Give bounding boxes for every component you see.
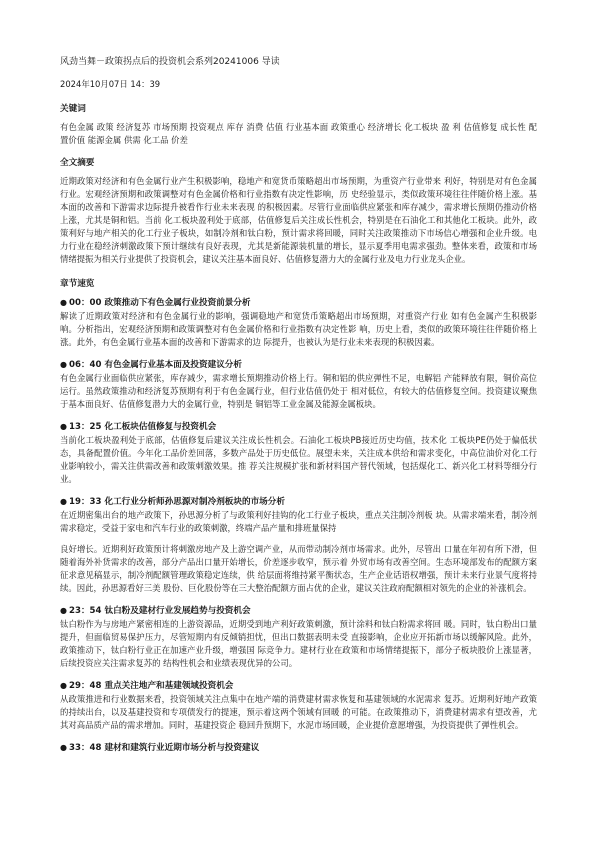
bullet-icon: ● xyxy=(60,422,67,431)
chapter-title xyxy=(60,495,537,509)
bullet-icon: ● xyxy=(60,497,67,506)
chapter-item xyxy=(60,296,537,349)
bullet-icon: ● xyxy=(60,360,67,369)
chapter-title-text: 29：48 重点关注地产和基建领域投资机会 xyxy=(68,681,234,691)
chapter-title-text: 19：33 化工行业分析师孙思源对制冷剂板块的市场分析 xyxy=(68,497,285,507)
document-title: 风劲当舞－政策拐点后的投资机会系列20241006 导读 xyxy=(60,57,280,67)
keywords-heading: 关键词 xyxy=(60,104,86,114)
chapter-title-text: 33：48 建材和建筑行业近期市场分析与投资建议 xyxy=(68,743,260,753)
chapter-item xyxy=(60,604,537,670)
chapter-title-text: 06：40 有色金属行业基本面及投资建议分析 xyxy=(68,360,242,370)
bullet-icon: ● xyxy=(60,681,67,690)
chapter-item xyxy=(60,679,537,732)
chapter-title xyxy=(60,296,537,310)
chapter-item xyxy=(60,741,537,755)
chapter-title xyxy=(60,604,537,618)
bullet-icon: ● xyxy=(60,743,67,752)
chapter-body-continued: 良好增长。近期利好政策预计将刺激房地产及上游空调产业，从而带动制冷剂市场需求。此外，尽管出 口量在年初有所下滑，但随着海外补货需求的改善，部分产品出口量开始增长，价差逐步收窄，预示着 外贸市场有改善空间。生态环境部发布的配额方案征求意见稿显示，制冷剂配额管理政策稳定连续，供 给层面将维持紧平衡状态，生产企业话语权增强，预计未来行业景气度将持续。因此，孙思源看好三美 股份、巨化股份等在三大整治配额方面占优的企业，建议关注政府配额相对领先的企业的补涨机会。 xyxy=(60,544,537,593)
bullet-icon: ● xyxy=(60,298,67,307)
chapter-item xyxy=(60,358,537,411)
chapter-body: 有色金属行业面临供应紧张，库存减少，需求增长预期推动价格上行。铜和铝的供应弹性不足，电解铝 产能释放有限，铜价高位运行。虽然政策推动和经济复苏预期有利于有色金属行业，但行业估值仍处于 相对低位，有较大的估值修复空间。投资建议聚焦于基本面良好、估值修复潜力大的金属行业，特别是 铜铝等工业金属及能源金属板块。 xyxy=(60,373,537,409)
chapter-body: 在近期密集出台的地产政策下，孙思源分析了与政策利好挂钩的化工行业子板块，重点关注制冷剂板 块。从需求端来看，制冷剂需求稳定，受益于家电和汽车行业的政策刺激，终端产品产量和排班量保持 xyxy=(60,510,537,533)
bullet-icon: ● xyxy=(60,606,67,615)
summary-heading: 全文摘要 xyxy=(60,158,95,168)
chapter-title xyxy=(60,741,537,755)
chapter-title xyxy=(60,358,537,372)
chapter-title-text: 23：54 钛白粉及建材行业发展趋势与投资机会 xyxy=(68,606,251,616)
chapter-title xyxy=(60,420,537,434)
chapters-heading: 章节速览 xyxy=(60,279,95,289)
chapter-title xyxy=(60,679,537,693)
chapter-title-text: 13：25 化工板块估值修复与投资机会 xyxy=(68,422,217,432)
chapter-body: 当前化工板块盈利处于底部，估值修复后建议关注成长性机会。石油化工板块PB接近历史均值，技术化 工板块PE仍处于偏低状态，具备配置价值。今年化工品价差回落，多数产品处于历史低位。展望未来，关注成本供给和需求变化，中高位油价对化工行业影响较小，需关注供需改善和政策刺激效果。推 荐关注规模扩张和新材料国产替代领域，包括煤化工、新兴化工材料等细分行业。 xyxy=(60,435,537,484)
chapter-item xyxy=(60,420,537,486)
publish-datetime: 2024年10月07日 14：39 xyxy=(60,79,161,89)
chapter-body: 解读了近期政策对经济和有色金属行业的影响，强调稳地产和宽货币策略超出市场预期，对重资产行业 如有色金属产生积极影响。分析指出，宏观经济预期和政策调整对有色金属价格和行业指数有决定性影 响，历史上看，类似的政策环境往往伴随价格上涨。此外，有色金属行业基本面的改善和下游需求的边 际提升，也被认为是行业未来表现的积极因素。 xyxy=(60,311,537,347)
keywords-text: 有色金属 政策 经济复苏 市场预期 投资观点 库存 消费 估值 行业基本面 政策重心 经济增长 化工板块 盈 利 估值修复 成长性 配置价值 能源金属 供需 化工品 价差 xyxy=(60,122,537,145)
chapter-body: 从政策推进和行业数据来看，投资领域关注点集中在地产端的消费建材需求恢复和基建领域的水泥需求 复苏。近期利好地产政策的持续出台，以及基建投资和专项债发行的提速，预示着这两个领域有回暖 的可能。在政策推动下，消费建材需求有望改善，尤其对高品质产品的需求增加。同时，基建投资企 稳回升预期下，水泥市场回暖，企业提价意愿增强，为投资提供了弹性机会。 xyxy=(60,694,537,730)
chapter-body: 钛白粉作为与房地产紧密相连的上游资源品，近期受到地产利好政策刺激，预计涂料和钛白粉需求将回 暖。同时，钛白粉出口量提升，但面临贸易保护压力，尽管短期内有反倾销担忧，但出口数据表明未受 直接影响，企业应开拓新市场以缓解风险。此外，政策推动下，钛白粉行业正在加速产业升级，增强国 际竞争力。建材行业在政策和市场情绪提振下，部分子板块股价上涨显著，后续投资应关注需求复苏的 结构性机会和业绩表现优异的公司。 xyxy=(60,619,537,668)
summary-text: 近期政策对经济和有色金属行业产生积极影响，稳地产和宽货币策略超出市场预期，为重资产行业带来 利好，特别是对有色金属行业。宏观经济预期和政策调整对有色金属价格和行业指数有决定性影响，历 史经验显示，类似政策环境往往伴随价格上涨。基本面的改善和下游需求边际提升被看作行业未来表现 的积极因素。尽管行业面临供应紧张和库存减少，需求增长预期仍推动价格上涨，尤其是铜和铝。当前 化工板块盈利处于底部，估值修复后关注成长性机会，特别是在石油化工和其他化工板块。此外，政策利好与地产相关的化工行业子板块，如制冷剂和钛白粉，预计需求将回暖，同时关注政策推动下市场信心增强和企业升级。电力行业在稳经济刺激政策下预计继续有良好表现，尤其是新能源装机量的增长，显示夏季用电需求强劲。整体来看，政策和市场情绪提振为相关行业提供了投资机会，建议关注基本面良好、估值修复潜力大的金属行业及电力行业龙头企业。 xyxy=(60,176,537,264)
chapter-item xyxy=(60,495,537,595)
chapter-title-text: 00：00 政策推动下有色金属行业投资前景分析 xyxy=(68,298,251,308)
